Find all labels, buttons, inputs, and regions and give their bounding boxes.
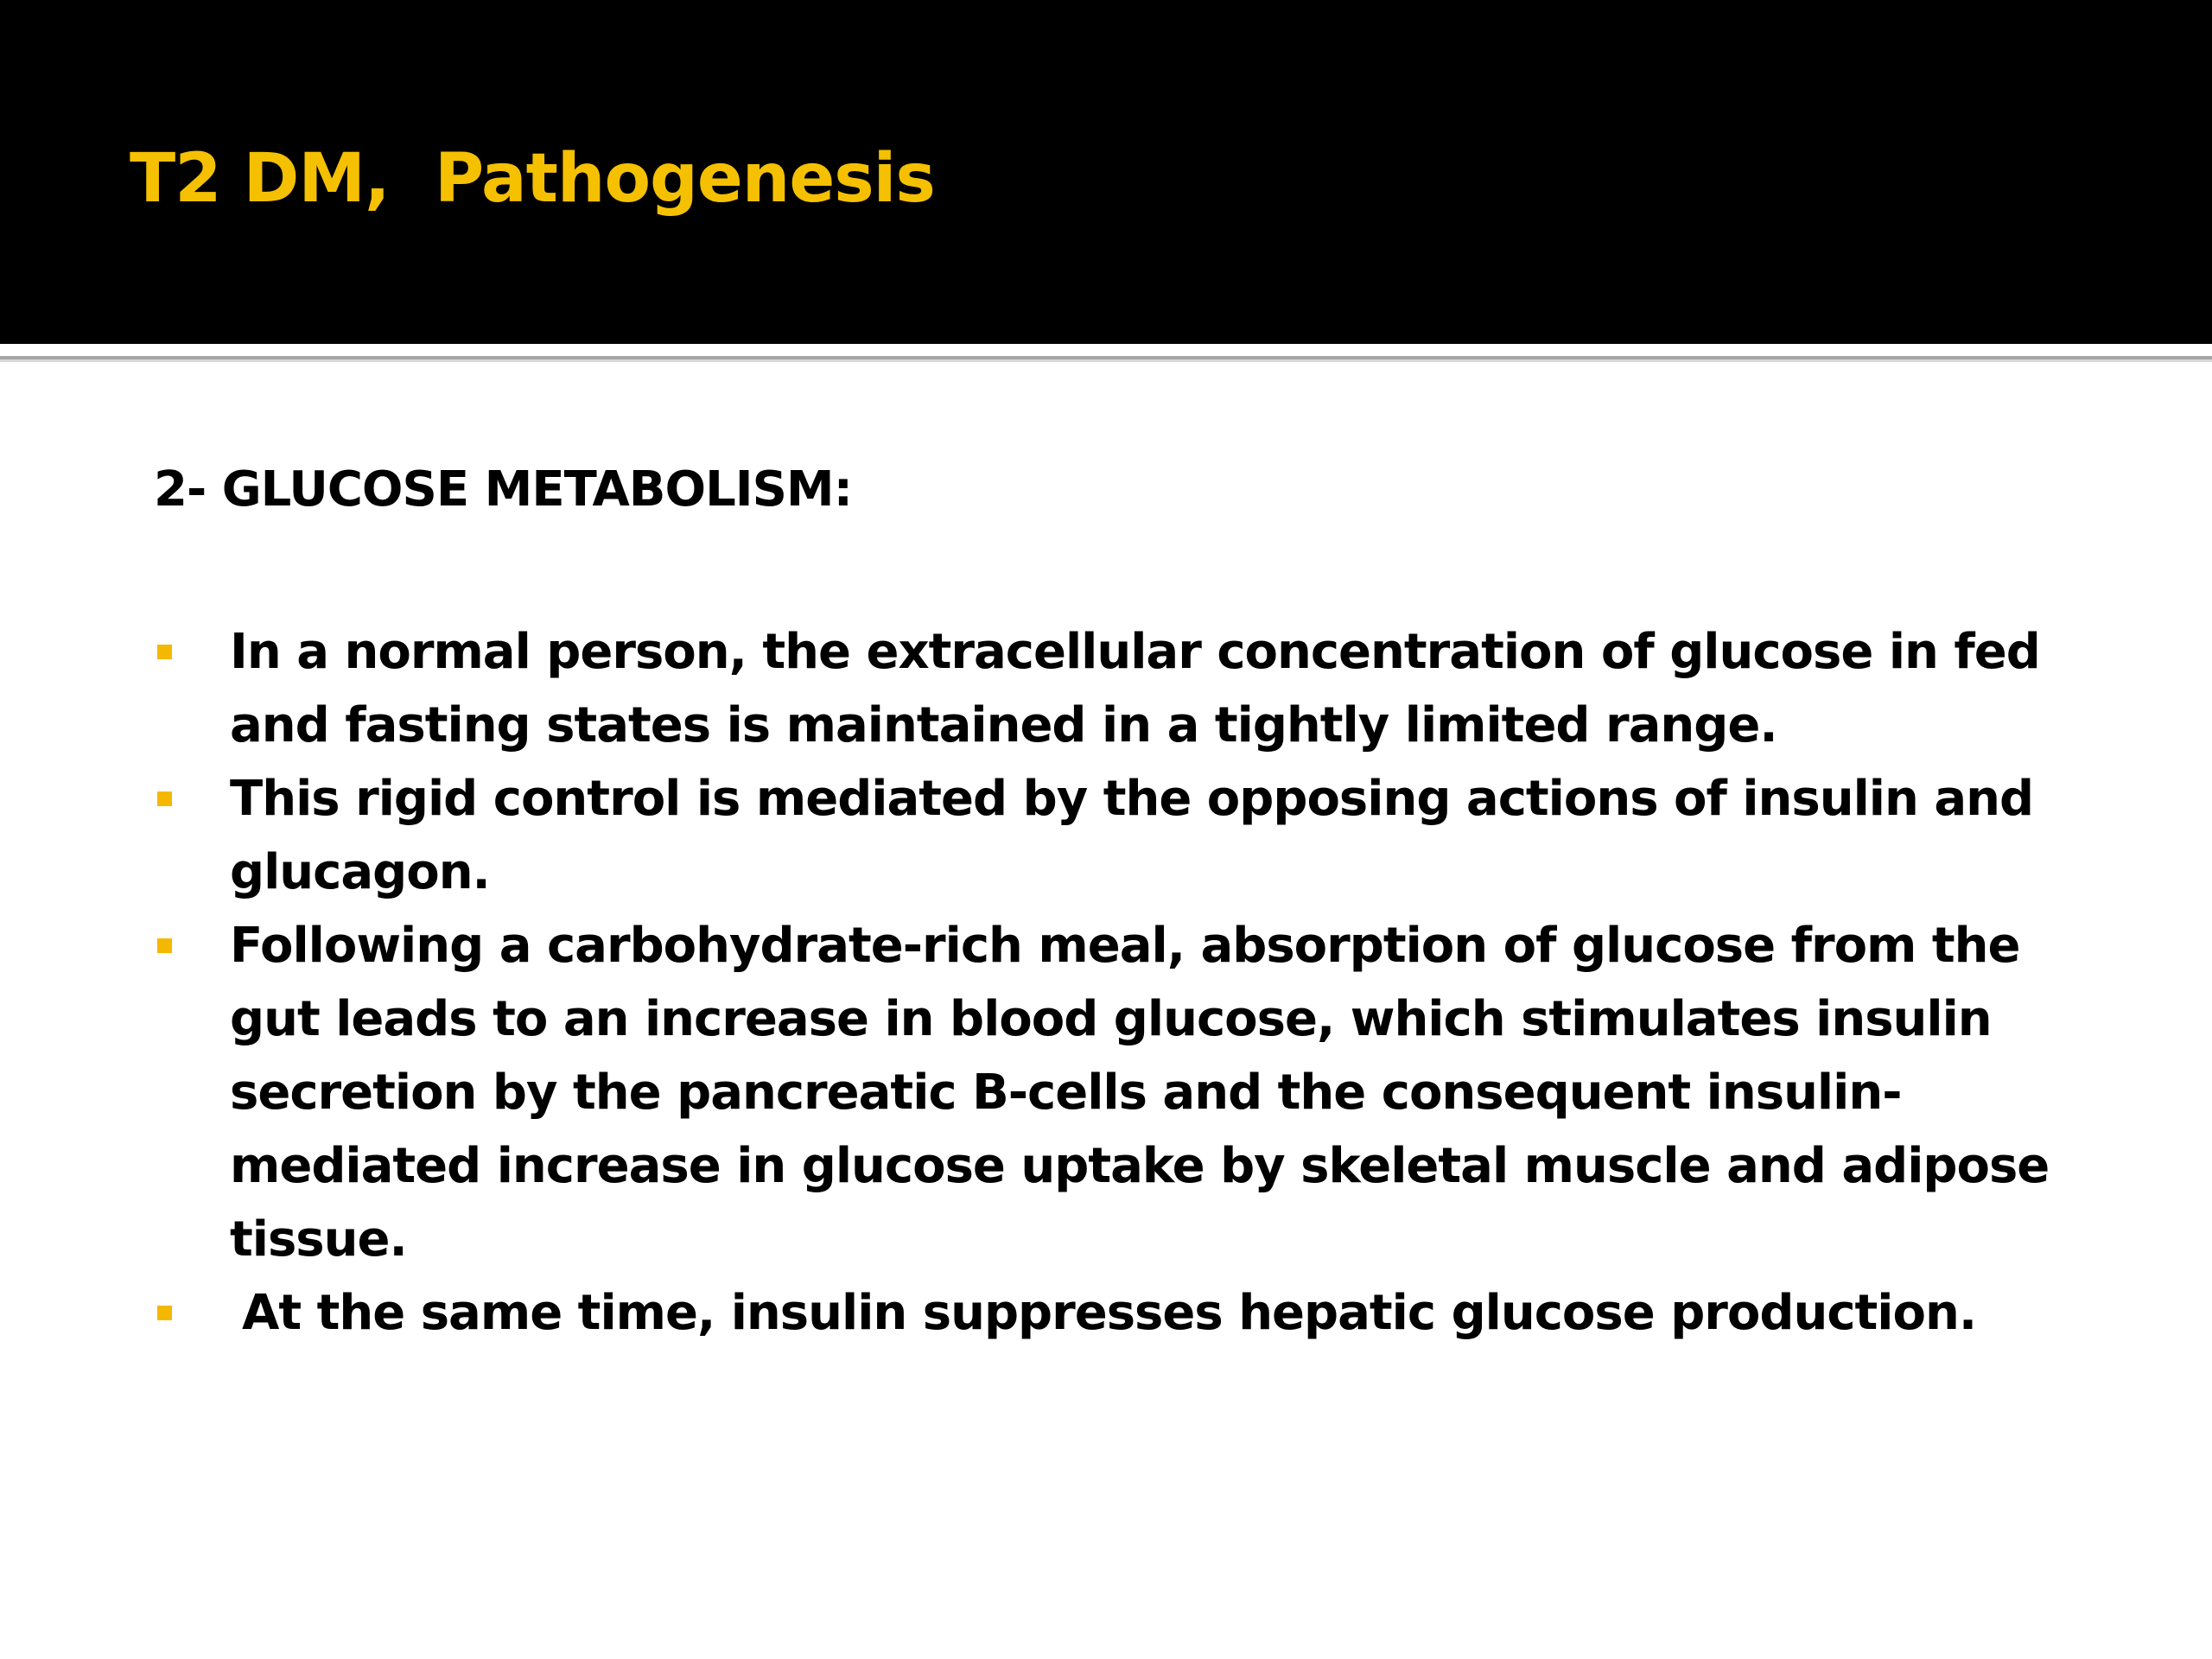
slide-content [154,453,2107,1350]
list-item [154,1276,2107,1350]
square-bullet-icon [157,1306,172,1320]
bullet-text: Following a carbohydrate-rich meal, absorption of glucose from the gut leads to an increase in blood glucose, which stimulates insulin secretion by the pancreatic B-cells and the consequent insulin-mediated increase in glucose uptake by skeletal muscle and adipose tissue. [230,918,2050,1268]
list-item [154,909,2107,1276]
square-bullet-icon [157,645,172,659]
title-divider-white [0,344,2212,351]
square-bullet-icon [157,791,172,806]
title-bar [0,0,2212,344]
bullet-text: This rigid control is mediated by the opposing actions of insulin and glucagon. [230,771,2034,900]
bullet-list [154,615,2107,1350]
bullet-text: In a normal person, the extracellular concentration of glucose in fed and fasting states is maintained in a tightly limited range. [230,624,2040,753]
slide-title: T2 DM, Pathogenesis [130,140,935,218]
square-bullet-icon [157,938,172,953]
list-item [154,762,2107,909]
bullet-text: At the same time, insulin suppresses hepatic glucose production. [242,1285,1977,1341]
title-divider-shadow [0,359,2212,362]
list-item [154,615,2107,762]
section-heading: 2- GLUCOSE METABOLISM: [154,461,853,518]
